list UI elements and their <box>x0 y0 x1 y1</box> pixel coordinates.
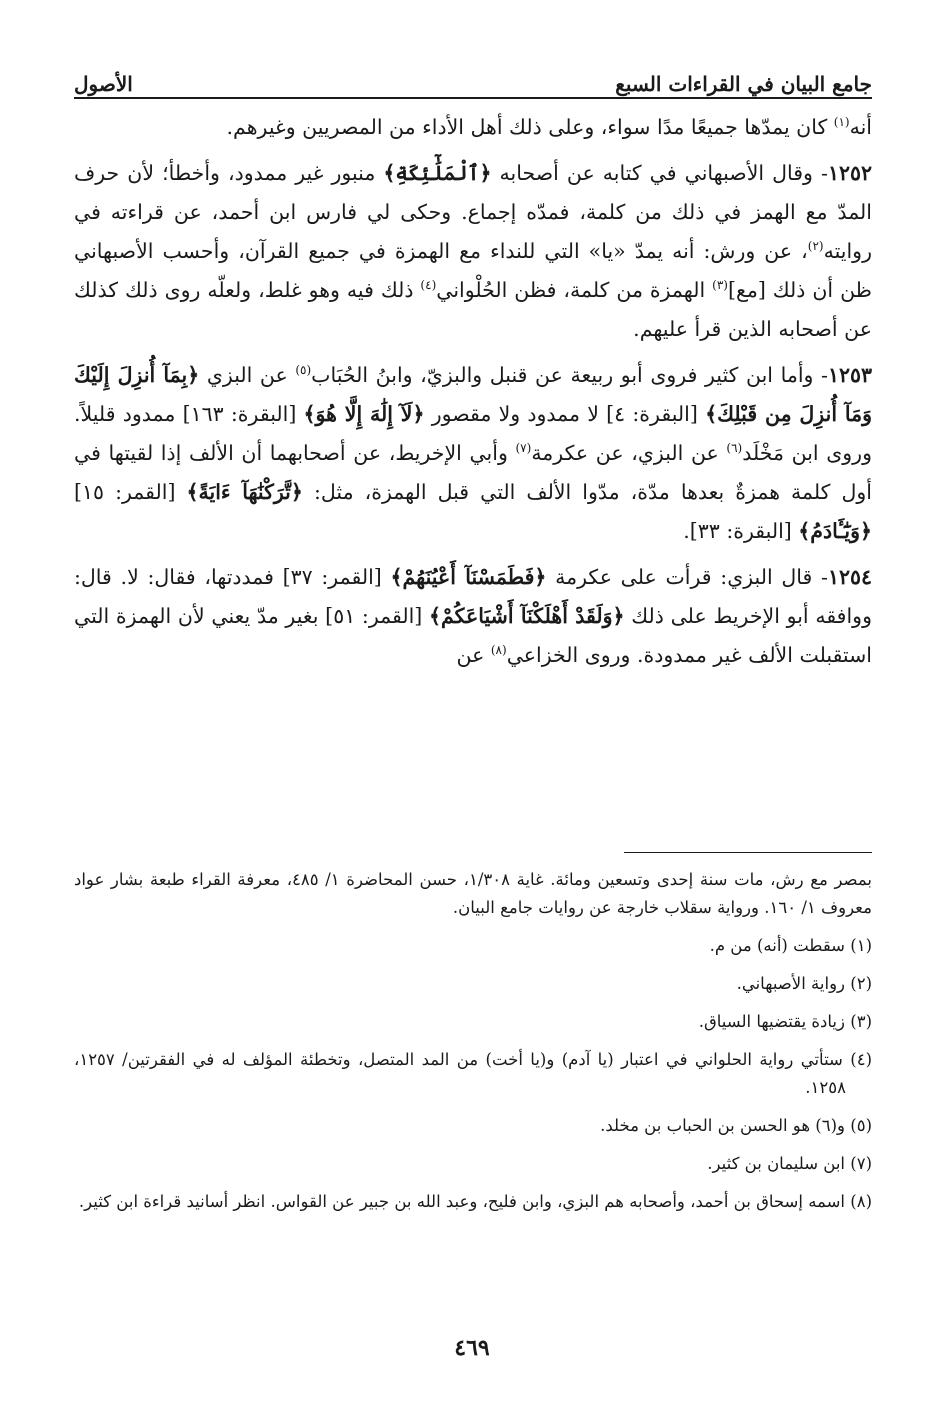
footnote-ref[interactable]: (٦) <box>726 441 743 456</box>
quran-quote: ﴿لَآ إِلَٰهَ إِلَّا هُوَ﴾ <box>303 402 425 426</box>
quran-quote: ﴿وَلَقَدْ أَهْلَكْنَآ أَشْيَاعَكُمْ﴾ <box>429 604 625 628</box>
main-text <box>74 108 872 682</box>
footnote-ref[interactable]: (٢) <box>807 239 824 254</box>
running-header <box>74 58 872 96</box>
footnote-2: (٢) رواية الأصبهاني. <box>736 974 872 993</box>
paragraph-1252: ١٢٥٢- وقال الأصبهاني في كتابه عن أصحابه ﴿ٱلْمَلَٰٓئِكَةِ﴾ منبور غير ممدود، وأخطأ؛ لأن حرف المدّ مع الهمز في ذلك من كلمة، فمدّه إجماع. وحكى لي فارس ابن أحمد، عن قراءته في روايته$^{(٢)}$، عن ورش: أنه يمدّ «يا» التي للنداء مع الهمزة في جميع القرآن، وأحسب الأصبهاني ظن أن ذلك [مع]$^{(٣)}$ الهمزة من كلمة، فظن الحُلْواني$^{(٤)}$ ذلك فيه وهو غلط، ولعلّه روى ذلك كذلك عن أصحابه الذين قرأ عليهم. <box>74 161 872 341</box>
header-rule <box>74 97 872 99</box>
footnote-4: (٤) ستأتي رواية الحلواني في اعتبار (يا آدم) و(يا أخت) من المد المتصل، وتخطئة المؤلف له في الفقرتين/ ١٢٥٧، ١٢٥٨. <box>74 1050 872 1097</box>
footnote-3: (٣) زيادة يقتضيها السياق. <box>698 1012 872 1031</box>
book-title: جامع البيان في القراءات السبع <box>615 72 872 96</box>
paragraph-1253: ١٢٥٣- وأما ابن كثير فروى أبو ربيعة عن قنبل والبزيّ، وابنُ الحُبَاب$^{(٥)}$ عن البزي ﴿بِمَآ أُنزِلَ إِلَيْكَ وَمَآ أُنزِلَ مِن قَبْلِكَ﴾ [البقرة: ٤] لا ممدود ولا مقصور ﴿لَآ إِلَٰهَ إِلَّا هُوَ﴾ [البقرة: ١٦٣] ممدود قليلاً. وروى ابن مَخْلَد$^{(٦)}$ عن البزي، عن عكرمة$^{(٧)}$ وأبي الإخريط، عن أصحابهما أن الألف إذا لقيتها في أول كلمة همزةٌ بعدها مدّة، مدّوا الألف التي قبل الهمزة، مثل: ﴿تَّرَكْنَٰهَآ ءَايَةً﴾ [القمر: ١٥] ﴿وَيَٰٓـَٔادَمُ﴾ [البقرة: ٣٣]. <box>74 363 872 543</box>
paragraph-continuation: أنه$^{(١)}$ كان يمدّها جميعًا مدًا سواء، وعلى ذلك أهل الأداء من المصريين وغيرهم. <box>226 115 872 139</box>
footnote-ref[interactable]: (٨) <box>490 643 507 658</box>
section-title: الأصول <box>74 72 133 96</box>
paragraph-number: ١٢٥٣ <box>827 363 872 387</box>
footnote-1: (١) سقطت (أنه) من م. <box>709 936 872 955</box>
footnotes <box>74 866 872 1226</box>
paragraph-1254: ١٢٥٤- قال البزي: قرأت على عكرمة ﴿فَطَمَسْنَآ أَعْيُنَهُمْ﴾ [القمر: ٣٧] فمددتها، فقال: لا. قال: ووافقه أبو الإخريط على ذلك ﴿وَلَقَدْ أَهْلَكْنَآ أَشْيَاعَكُمْ﴾ [القمر: ٥١] بغير مدّ يعني لأن الهمزة التي استقبلت الألف غير ممدودة. وروى الخزاعي$^{(٨)}$ عن <box>74 565 872 667</box>
page-number: ٤٦٩ <box>454 1335 490 1361</box>
footnote-ref[interactable]: (٥) <box>295 363 312 378</box>
footnote-separator <box>624 852 872 853</box>
paragraph-number: ١٢٥٢ <box>827 161 872 185</box>
footnote-ref[interactable]: (٣) <box>712 278 728 293</box>
footnote-5-6: (٥) و(٦) هو الحسن بن الحباب بن مخلد. <box>600 1116 872 1135</box>
quran-quote: ﴿بِمَآ أُنزِلَ إِلَيْكَ وَمَآ أُنزِلَ مِن قَبْلِكَ﴾ <box>74 363 872 426</box>
footnote-7: (٧) ابن سليمان بن كثير. <box>707 1154 872 1173</box>
paragraph-number: ١٢٥٤ <box>827 565 872 589</box>
footnote-8: (٨) اسمه إسحاق بن أحمد، وأصحابه هم البزي، وابن فليح، وعبد الله بن جبير عن القواس. انظر أسانيد قراءة ابن كثير. <box>78 1192 872 1211</box>
quran-quote: ﴿فَطَمَسْنَآ أَعْيُنَهُمْ﴾ <box>390 565 547 589</box>
quran-quote: ﴿وَيَٰٓـَٔادَمُ﴾ <box>798 519 872 543</box>
footnote-ref[interactable]: (٧) <box>515 441 532 456</box>
footnote-continuation: بمصر مع رش، مات سنة إحدى وتسعين ومائة. غاية ١/٣٠٨، حسن المحاضرة ١/ ٤٨٥، معرفة القراء طبعة بشار عواد معروف ١/ ١٦٠. ورواية سقلاب خارجة عن روايات جامع البيان. <box>74 870 872 917</box>
quran-quote: ﴿ٱلْمَلَٰٓئِكَةِ﴾ <box>383 161 492 185</box>
quran-quote: ﴿تَّرَكْنَٰهَآ ءَايَةً﴾ <box>186 480 303 504</box>
footnote-ref[interactable]: (١) <box>833 115 850 130</box>
footnote-ref[interactable]: (٤) <box>420 278 437 293</box>
